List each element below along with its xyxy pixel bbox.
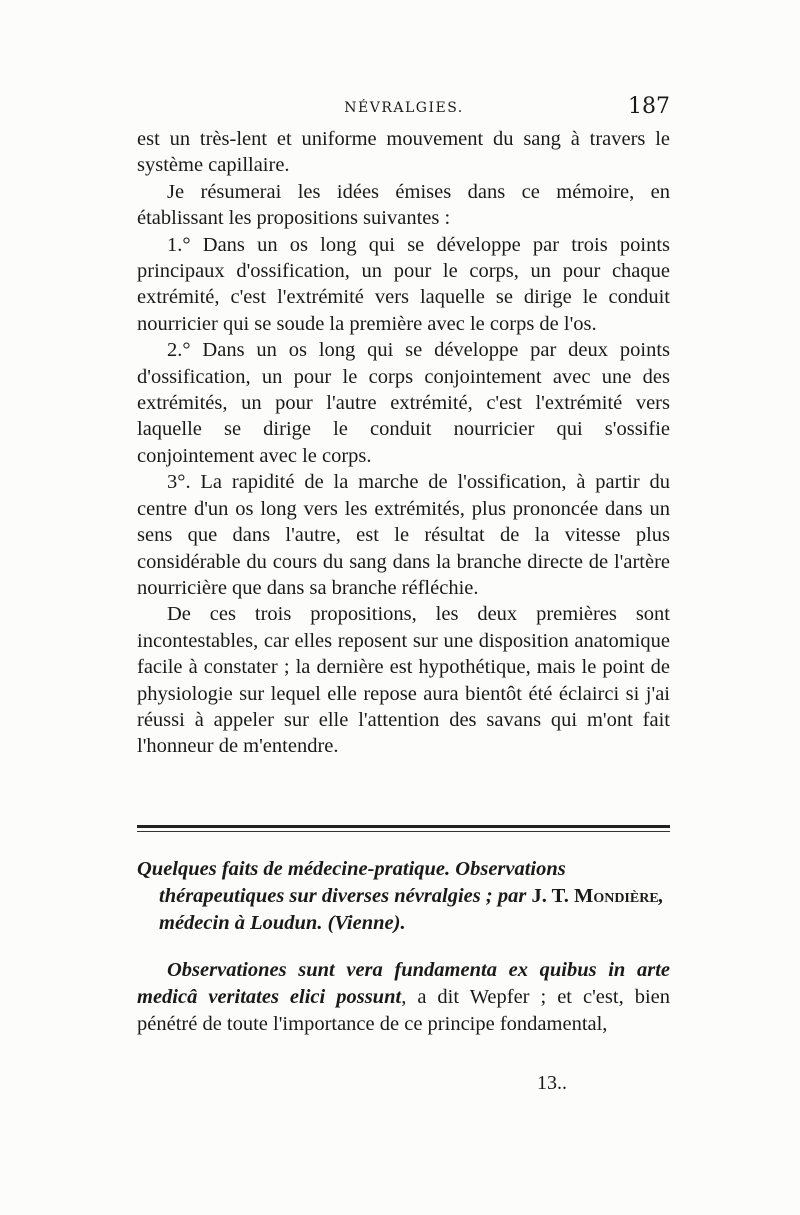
paragraph-continuation: est un très-lent et uniforme mouvement du sang à travers le système capillaire. <box>137 128 670 177</box>
signature-mark: 13.. <box>537 1072 567 1094</box>
proposition-2: 2.° Dans un os long qui se développe par deux points d'ossification, un pour le corps conjointement avec une des extrémités, un pour l'autre extrémité, c'est l'extrémité vers laquelle se dirige le conduit nourricier qui s'ossifie conjointement avec le corps. <box>137 339 670 467</box>
section-divider <box>137 825 670 832</box>
article-title-text: Quelques faits de médecine-pratique. Observations thérapeutiques sur diverses névralgies ; par <box>137 858 566 907</box>
proposition-1: 1.° Dans un os long qui se développe par trois points principaux d'ossification, un pour le corps, un pour chaque extrémité, c'est l'extrémité vers laquelle se dirige le conduit nourricier qui se soude la première avec le corps de l'os. <box>137 233 670 335</box>
new-article <box>137 856 670 1038</box>
divider-thin-rule <box>137 831 670 832</box>
article-title <box>137 856 670 937</box>
paragraph-conclusion: De ces trois propositions, les deux premières sont incontestables, car elles reposent sur une disposition anatomique facile à constater ; la dernière est hypothétique, mais le point de physiologie sur lequel elle repose aura bientôt été éclairci si j'ai réussi à appeler sur elle l'attention des savans qui m'ont fait l'honneur de m'entendre. <box>137 603 670 758</box>
running-head <box>138 94 670 124</box>
latin-quote: Observationes sunt vera fundamenta ex quibus in arte medicâ veritates elici possunt <box>137 959 670 1008</box>
article-affiliation: , médecin à Loudun. (Vienne). <box>159 885 664 934</box>
body-text <box>137 126 670 760</box>
running-title: NÉVRALGIES. <box>344 100 464 116</box>
article-opening <box>137 957 670 1038</box>
paragraph-summary-intro: Je résumerai les idées émises dans ce mémoire, en établissant les propositions suivantes : <box>137 180 670 230</box>
opening-text: , a dit Wepfer ; et c'est, bien pénétré de toute l'importance de ce principe fondamental, <box>137 986 670 1035</box>
divider-thick-rule <box>137 825 670 828</box>
page-number: 187 <box>628 94 670 119</box>
proposition-3: 3°. La rapidité de la marche de l'ossification, à partir du centre d'un os long vers les extrémités, plus prononcée dans un sens que dans l'autre, est le résultat de la vitesse plus considérable du cours du sang dans la branche directe de l'artère nourricière que dans sa branche réfléchie. <box>137 471 670 599</box>
article-author: J. T. Mondière <box>531 885 659 907</box>
